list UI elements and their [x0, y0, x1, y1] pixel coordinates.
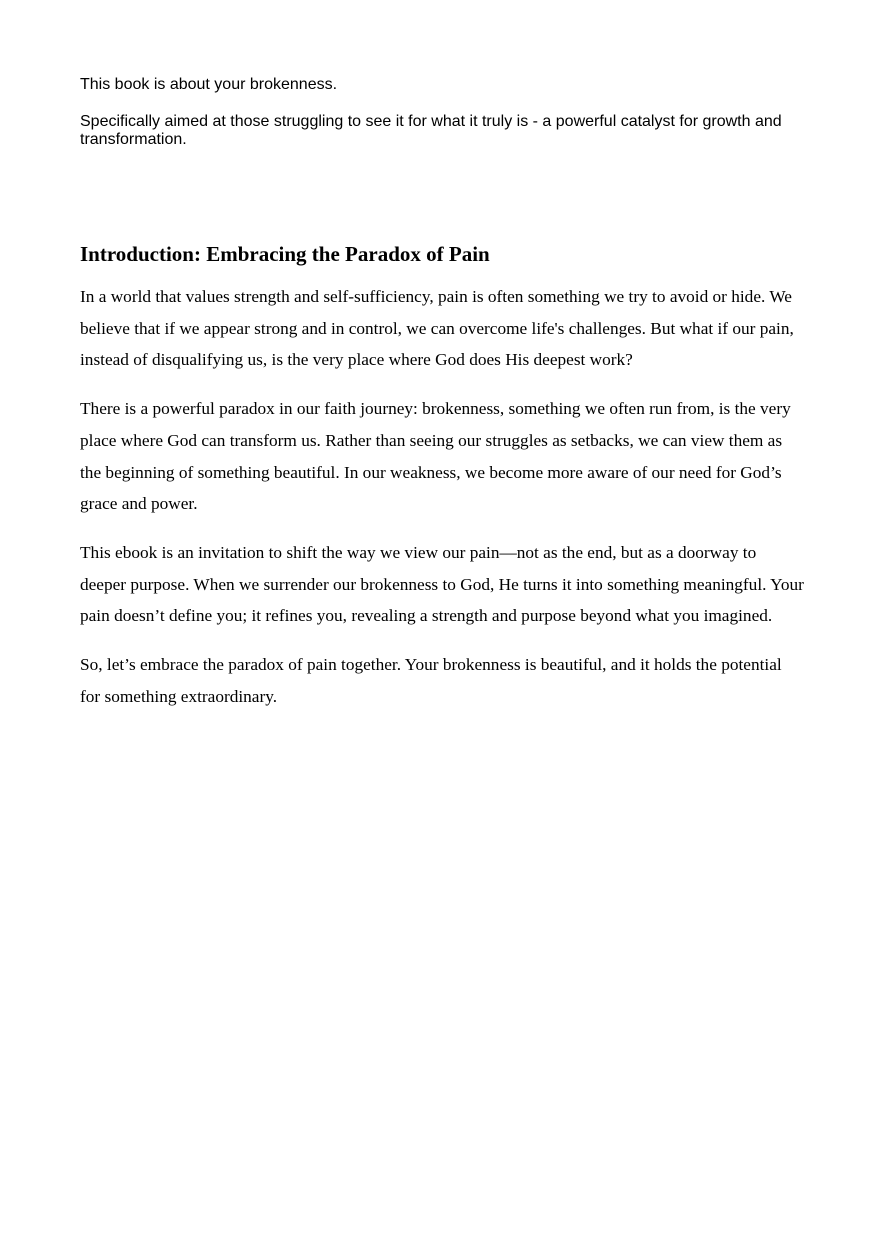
paragraph-2: There is a powerful paradox in our faith journey: brokenness, something we often run from, is the very place where God can transform us. Rather than seeing our struggles as setbacks, we can view them as the beginning of something beautiful. In our weakness, we become more aware of our need for God’s grace and power. [80, 399, 791, 514]
paragraph-1: In a world that values strength and self-sufficiency, pain is often something we try to avoid or hide. We believe that if we appear strong and in control, we can overcome life's challenges. But what if our pain, instead of disqualifying us, is the very place where God does His deepest work? [80, 287, 794, 370]
chapter-section [80, 240, 805, 729]
paragraph-4: So, let’s embrace the paradox of pain together. Your brokenness is beautiful, and it holds the potential for something extraordinary. [80, 655, 782, 706]
paragraph-3: This ebook is an invitation to shift the way we view our pain—not as the end, but as a doorway to deeper purpose. When we surrender our brokenness to God, He turns it into something meaningful. Your pain doesn’t define you; it refines you, revealing a strength and purpose beyond what you imagined. [80, 542, 804, 626]
intro-description: Specifically aimed at those struggling to see it for what it truly is - a powerful catalyst for growth and transformation. [80, 113, 782, 148]
intro-statement: This book is about your brokenness. [80, 76, 338, 93]
chapter-title: Introduction: Embracing the Paradox of Pain [80, 242, 490, 266]
